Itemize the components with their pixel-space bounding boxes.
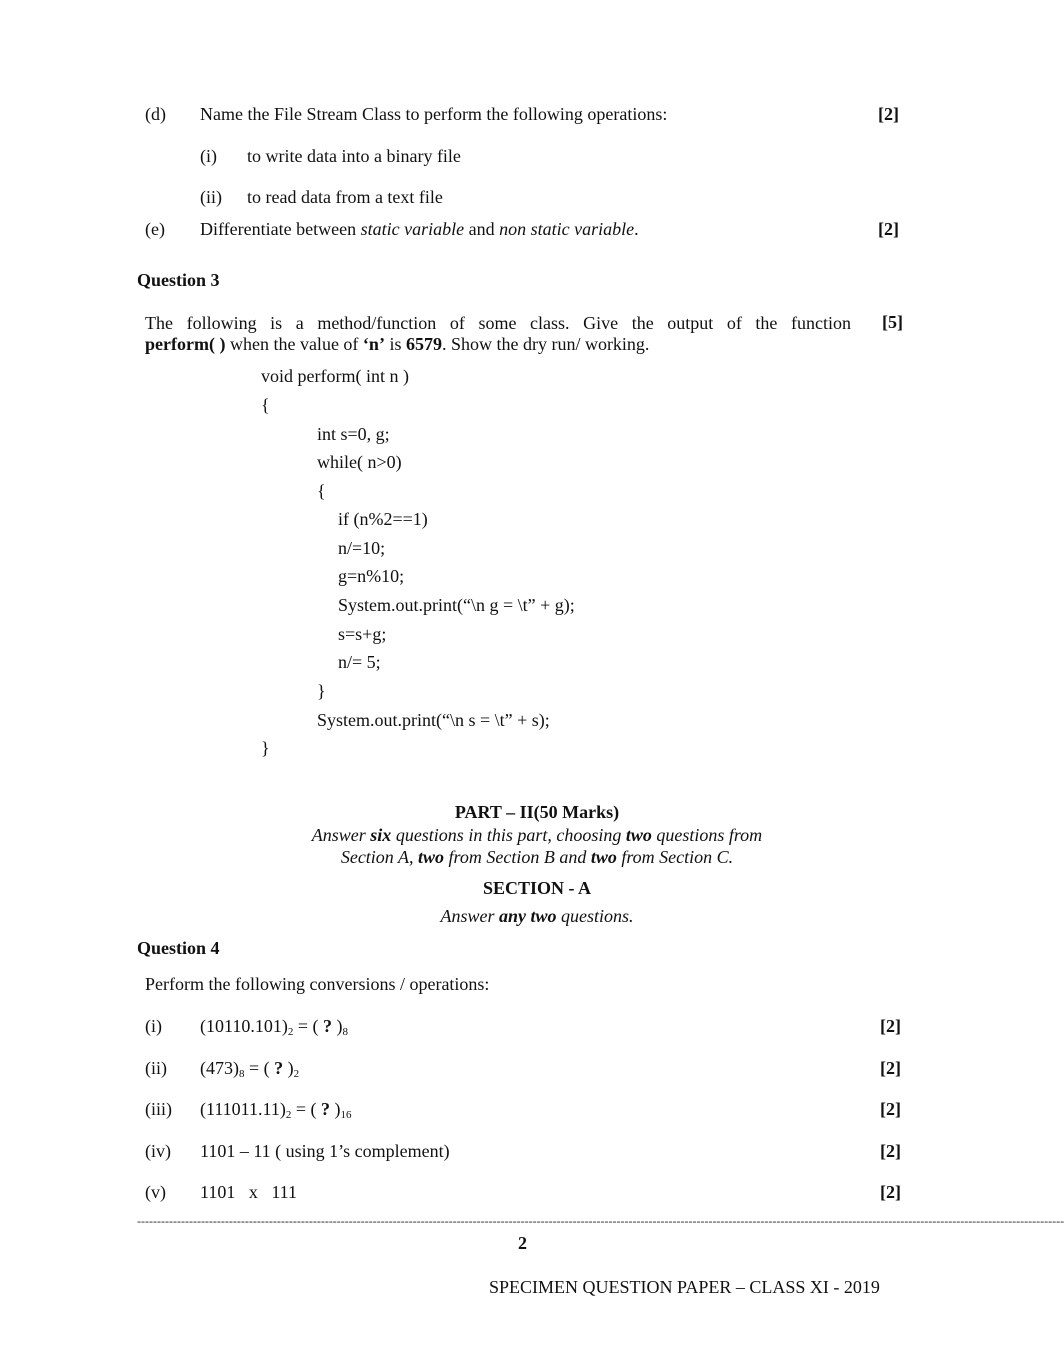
q4-item-marks: [2] (880, 1099, 901, 1119)
footer-title: SPECIMEN QUESTION PAPER – CLASS XI - 2019 (489, 1277, 880, 1297)
q4-item-marks: [2] (880, 1016, 901, 1036)
q2d-label: (d) (145, 104, 166, 124)
section-a-title: SECTION - A (482, 878, 592, 898)
q4-item-label: (iii) (145, 1099, 172, 1119)
q2d-text: Name the File Stream Class to perform the following operations: (200, 104, 668, 124)
code-line: System.out.print(“\n g = \t” + g); (338, 595, 575, 615)
q4-item-expression: 1101 x 111 (200, 1182, 297, 1202)
q2e-marks: [2] (878, 219, 899, 239)
q3-prompt-line2: perform( ) when the value of ‘n’ is 6579. Show the dry run/ working. (145, 334, 650, 354)
code-line: { (317, 481, 326, 501)
q4-item-label: (iv) (145, 1141, 171, 1161)
code-line: } (317, 681, 326, 701)
code-line: s=s+g; (338, 624, 387, 644)
q4-item-expression: $(10110.101)_2$ = ( ? )$_8$ (200, 1016, 348, 1038)
code-line: System.out.print(“\n s = \t” + s); (317, 710, 550, 730)
q4-item-expression: $(473)_8$ = ( ? )$_2$ (200, 1058, 300, 1080)
q2d-sub-ii-text: to read data from a text file (247, 187, 443, 207)
q2d-sub-i-text: to write data into a binary file (247, 146, 461, 166)
q4-item-marks: [2] (880, 1141, 901, 1161)
code-line: } (261, 738, 270, 758)
q4-heading: Question 4 (137, 938, 220, 958)
q4-intro: Perform the following conversions / operations: (145, 974, 490, 994)
q2e-text: Differentiate between static variable and non static variable. (200, 219, 639, 239)
code-line: g=n%10; (338, 566, 405, 586)
page-number: 2 (518, 1233, 527, 1253)
q4-item-label: (v) (145, 1182, 166, 1202)
code-line: int s=0, g; (317, 424, 390, 444)
q4-item-expression: $(111011.11)_2$ = ( ? )$_{16}$ (200, 1099, 352, 1121)
footer-divider: ---------------------------------------------------------------------------------------------------------------------------------------------------------------------------------------------------------------------------------------- (137, 1214, 1064, 1228)
q3-prompt-line1: The following is a method/function of some class. Give the output of the function (145, 313, 851, 333)
part2-title: PART – II(50 Marks) (454, 802, 620, 822)
code-line: { (261, 395, 270, 415)
q2d-sub-i-label: (i) (200, 146, 217, 166)
code-line: while( n>0) (317, 452, 402, 472)
q3-marks: [5] (882, 312, 903, 332)
q2e-label: (e) (145, 219, 165, 239)
code-line: if (n%2==1) (338, 509, 428, 529)
q4-item-label: (i) (145, 1016, 162, 1036)
section-a-instruction: Answer any two questions. (440, 906, 634, 926)
code-line: void perform( int n ) (261, 366, 409, 386)
code-line: n/=10; (338, 538, 386, 558)
q3-heading: Question 3 (137, 270, 220, 290)
q4-item-marks: [2] (880, 1058, 901, 1078)
q2d-sub-ii-label: (ii) (200, 187, 222, 207)
part2-instruction-line2: Section A, two from Section B and two from Section C. (340, 847, 734, 867)
part2-instruction-line1: Answer six questions in this part, choosing two questions from (311, 825, 763, 845)
q4-item-marks: [2] (880, 1182, 901, 1202)
q2d-marks: [2] (878, 104, 899, 124)
q4-item-label: (ii) (145, 1058, 167, 1078)
code-line: n/= 5; (338, 652, 381, 672)
q4-item-expression: 1101 – 11 ( using 1’s complement) (200, 1141, 450, 1161)
